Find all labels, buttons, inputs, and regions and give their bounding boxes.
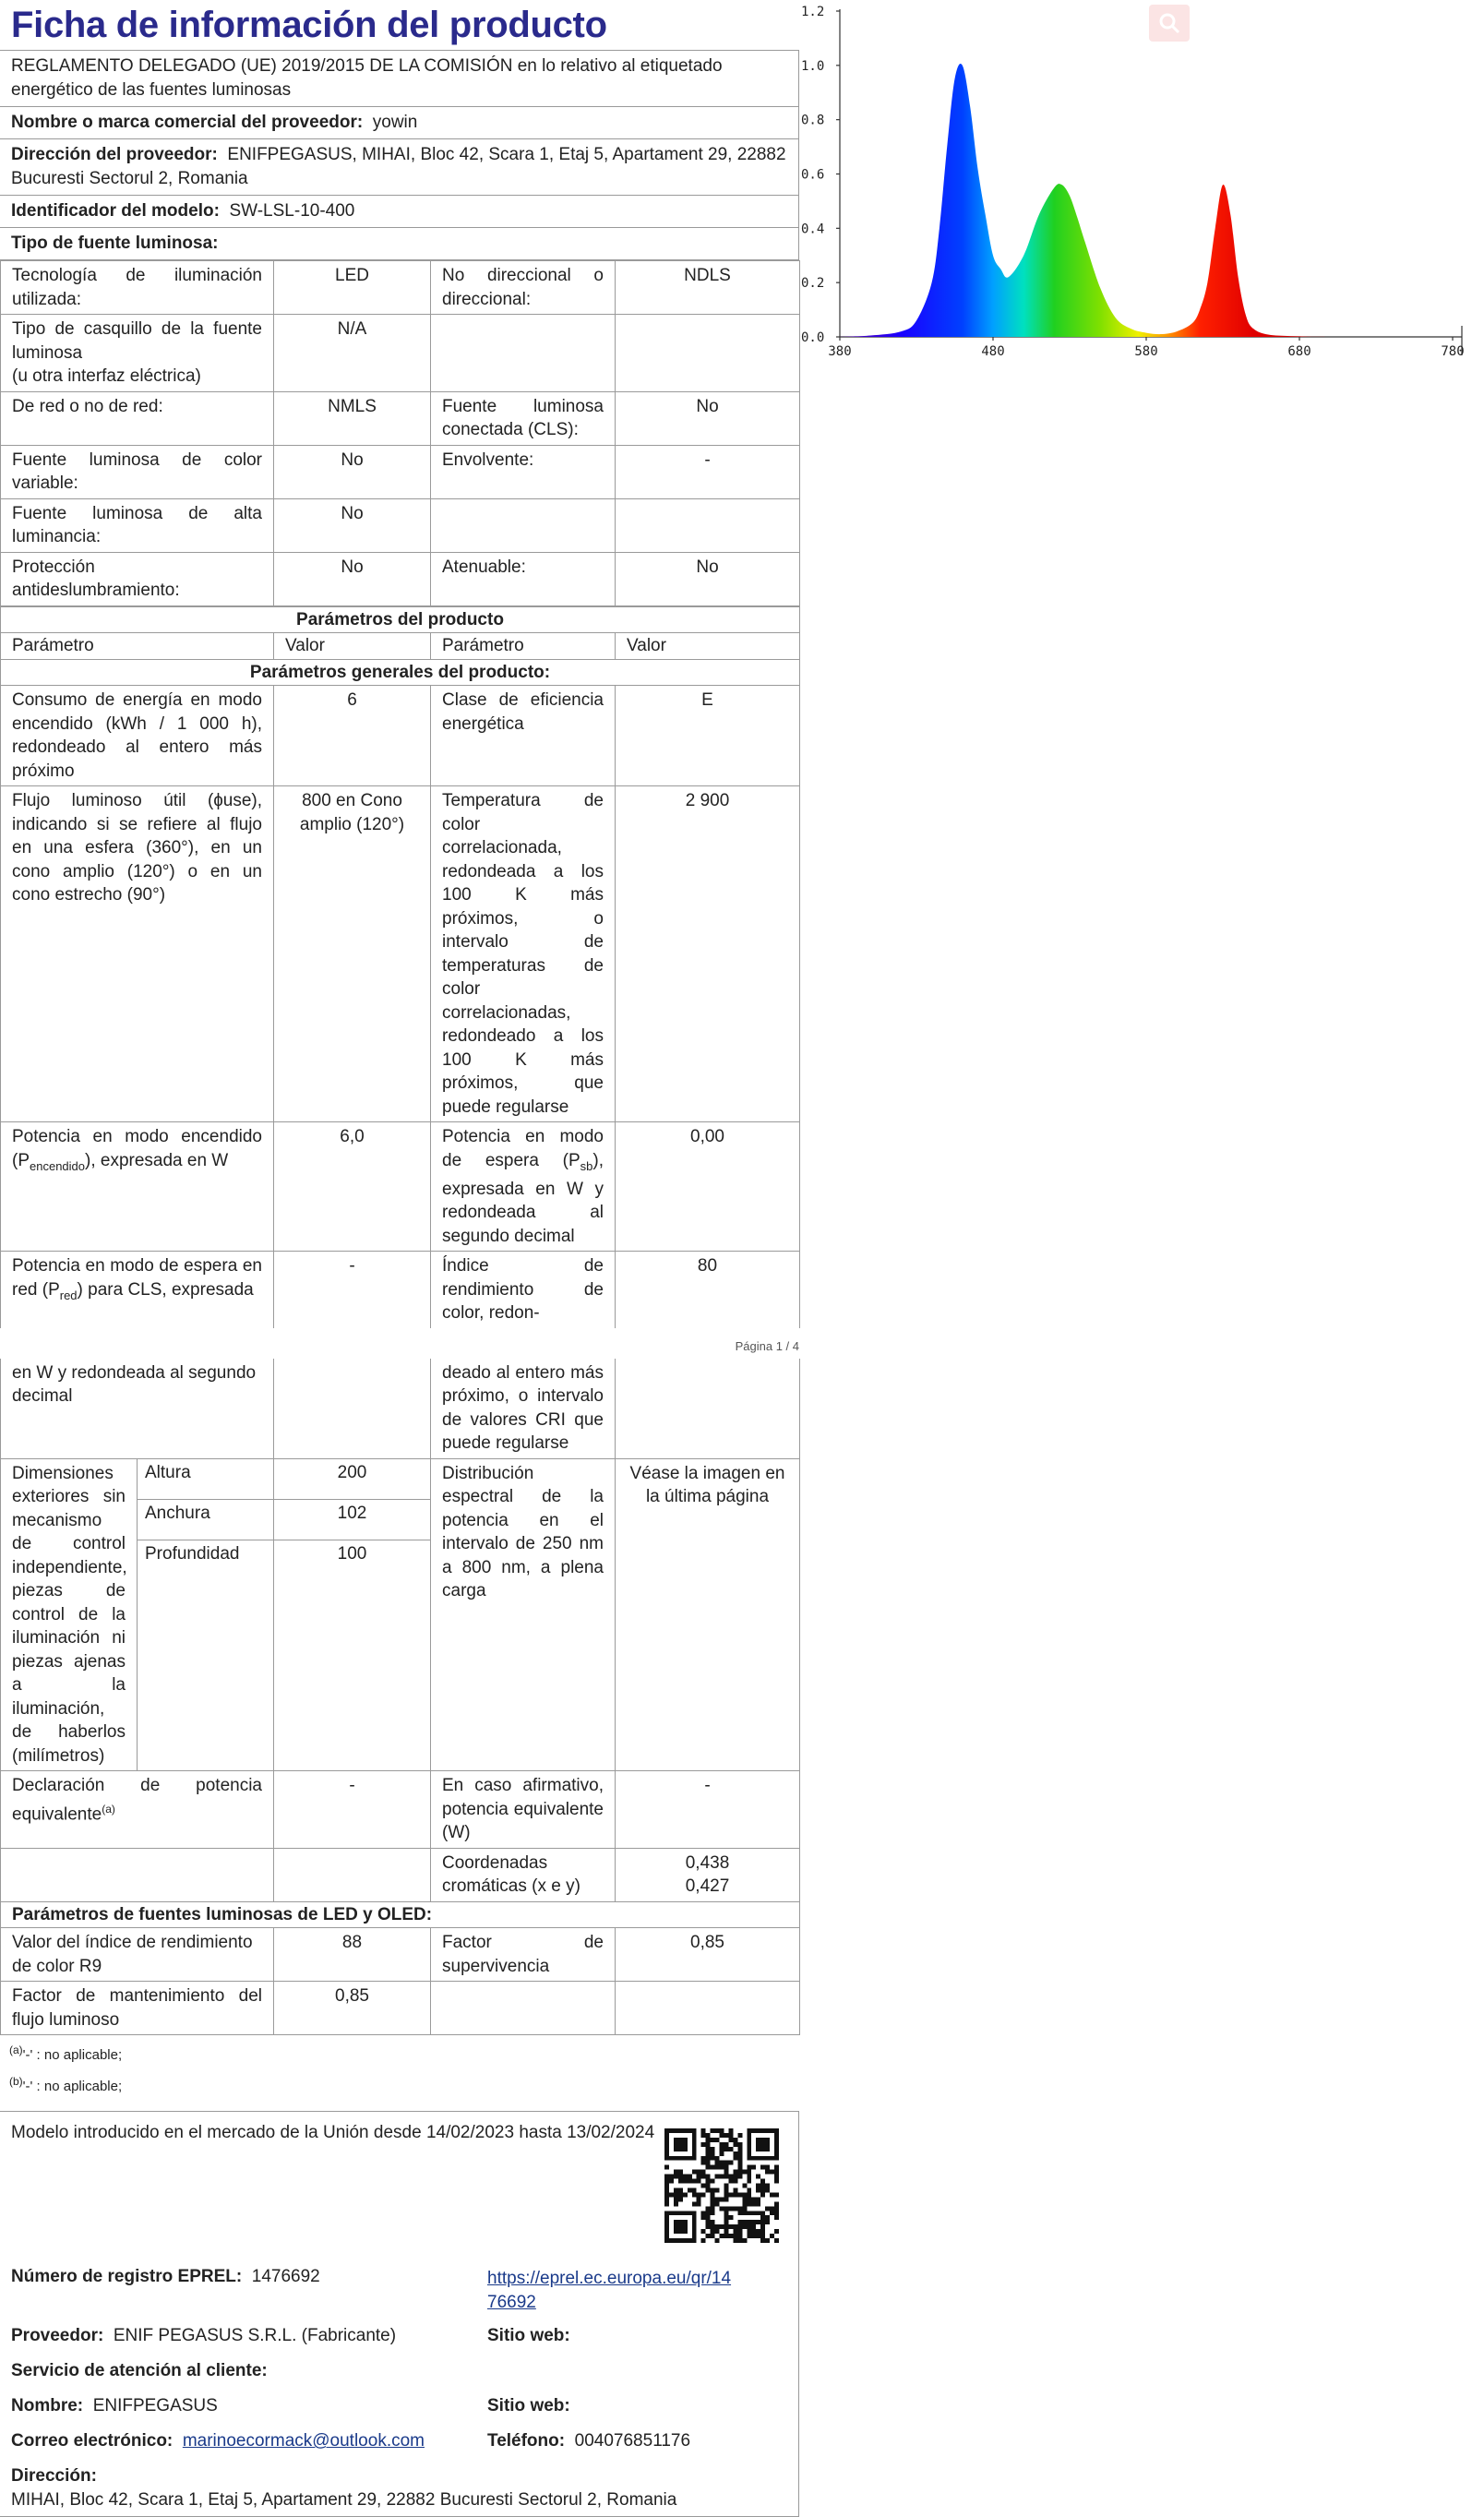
website-label: Sitio web: (487, 2326, 570, 2346)
address-label: Dirección: (11, 2466, 97, 2487)
regulation-text: REGLAMENTO DELEGADO (UE) 2019/2015 DE LA COMISIÓN en lo relativo al etiquetado energético de las fuentes luminosas (0, 51, 798, 107)
chromaticity-value (616, 1848, 800, 1901)
customer-service-label: Servicio de atención al cliente: (11, 2361, 268, 2381)
type-row (1, 261, 800, 315)
contact-name-row (11, 2396, 218, 2416)
y-tick-label: 0.6 (801, 167, 825, 183)
standby-power-value: 0,00 (616, 1122, 800, 1252)
supplier-address-label: Dirección del proveedor: (11, 145, 218, 164)
chroma-empty-2 (274, 1848, 431, 1901)
type-row-label-1-text: Tipo de casquillo de la fuente luminosa (12, 319, 262, 363)
cri-label-cont: deado al entero más próximo, o intervalo de valores CRI que puede regularse (431, 1359, 616, 1459)
contact-name-value: ENIFPEGASUS (92, 2396, 218, 2416)
standby-power-text-b: ), expresada en W y redondeada al segundo decimal (442, 1150, 604, 1246)
y-tick-label: 0.4 (801, 222, 825, 237)
maint-empty-1 (431, 1982, 616, 2035)
footnote-b-text: '-' : no aplicable; (22, 2079, 123, 2095)
supplier-address-value: ENIFPEGASUS, MIHAI, Bloc 42, Scara 1, Etaj 5, Apartament 29, 22882 Bucuresti Sectorul 2, Romania (11, 145, 786, 188)
type-row-value-2: NDLS (616, 261, 800, 315)
type-row-value-2: No (616, 552, 800, 605)
type-row-label-2: Atenuable: (431, 552, 616, 605)
eprel-link[interactable] (487, 2267, 731, 2315)
network-standby-label (1, 1252, 274, 1328)
supplier-name-row (0, 107, 798, 139)
y-tick-label: 0.0 (801, 330, 825, 345)
spectral-area (840, 64, 1453, 337)
depth-label: Profundidad (138, 1540, 274, 1771)
model-row (0, 196, 798, 228)
r9-value: 88 (274, 1928, 431, 1982)
type-row-value-2: - (616, 445, 800, 498)
type-row-label-1 (1, 445, 274, 498)
width-label: Anchura (138, 1500, 274, 1540)
on-mode-power-label (1, 1122, 274, 1252)
width-value: 102 (274, 1500, 431, 1540)
luminous-flux-label: Flujo luminoso útil (ɸuse), indicando si se refiere al flujo en una esfera (360°), en un cono amplio (120°) o en un cono estrecho (90°) (1, 786, 274, 1122)
phone-label: Teléfono: (487, 2431, 566, 2451)
supplier-name-value: yowin (372, 113, 418, 132)
product-params-header: Parámetros del producto (1, 606, 800, 633)
network-standby-label-cont: en W y redondeada al segundo decimal (1, 1359, 274, 1459)
footnotes (0, 2035, 799, 2100)
type-row-label-1 (1, 552, 274, 605)
model-label: Identificador del modelo: (11, 201, 220, 221)
lumen-maintenance-label: Factor de mantenimiento del flujo luminoso (1, 1982, 274, 2035)
r9-label: Valor del índice de rendimiento de color R9 (1, 1928, 274, 1982)
network-standby-text-b: ) para CLS, expresada (77, 1279, 254, 1300)
type-row-label-1-text: Protección antideslumbramiento: (12, 557, 180, 600)
cri-label: Índice de rendimiento de color, redon- (431, 1252, 616, 1328)
survival-factor-value: 0,85 (616, 1928, 800, 1982)
col-value-2: Valor (616, 633, 800, 660)
type-row-value-2 (616, 315, 800, 392)
y-tick-label: 1.2 (801, 5, 825, 19)
col-param-2: Parámetro (431, 633, 616, 660)
model-value: SW-LSL-10-400 (229, 201, 355, 221)
network-standby-text-a: Potencia en modo de espera en red (P (12, 1256, 262, 1300)
search-icon-graphic (1157, 11, 1181, 35)
equivalent-power-w-value: - (616, 1771, 800, 1849)
equivalent-power-text: Declaración de potencia equivalente (12, 1776, 262, 1825)
type-row-label-2 (431, 498, 616, 552)
type-row-label-1-sub: (u otra interfaz eléctrica) (12, 366, 201, 386)
equivalent-power-w-label: En caso afirmativo, potencia equivalente (W) (431, 1771, 616, 1849)
email-row (11, 2431, 425, 2451)
type-row (1, 498, 800, 552)
led-params-header: Parámetros de fuentes luminosas de LED y OLED: (1, 1901, 800, 1928)
type-row-label-2: Fuente luminosa conectada (CLS): (431, 391, 616, 445)
supplier-address-row (0, 139, 798, 196)
network-standby-value: - (274, 1252, 431, 1328)
params-table (0, 606, 800, 1328)
footnote-a (9, 2037, 790, 2068)
standby-power-label (431, 1122, 616, 1252)
eprel-link-part-1[interactable]: https://eprel.ec.europa.eu/qr/14 (487, 2269, 732, 2289)
type-row-label-2 (431, 315, 616, 392)
type-row-label-1-text: De red o no de red: (12, 396, 163, 416)
spectral-chart (799, 0, 1484, 369)
cct-value: 2 900 (616, 786, 800, 1122)
type-row (1, 391, 800, 445)
type-row-label-1 (1, 391, 274, 445)
equivalent-power-label (1, 1771, 274, 1849)
energy-consumption-value: 6 (274, 686, 431, 786)
chromaticity-label: Coordenadas cromáticas (x e y) (431, 1848, 616, 1901)
type-row-label-2: Envolvente: (431, 445, 616, 498)
type-row-label-1 (1, 498, 274, 552)
spectral-distribution-label: Distribución espectral de la potencia en el intervalo de 250 nm a 800 nm, a plena carga (431, 1458, 616, 1771)
survival-factor-label: Factor de supervivencia (431, 1928, 616, 1982)
provider-value: ENIF PEGASUS S.R.L. (Fabricante) (113, 2326, 397, 2346)
y-tick-label: 1.0 (801, 58, 825, 74)
page-title: Ficha de información del producto (11, 5, 607, 45)
cri-value-cont (616, 1359, 800, 1459)
chroma-empty-1 (1, 1848, 274, 1901)
x-tick-label: 380 (828, 344, 852, 359)
depth-value: 100 (274, 1540, 431, 1771)
type-row-value-1: No (274, 552, 431, 605)
light-source-type: Tipo de fuente luminosa: (11, 234, 219, 253)
type-row-value-1: No (274, 498, 431, 552)
energy-consumption-label: Consumo de energía en modo encendido (kWh / 1 000 h), redondeado al entero más próximo (1, 686, 274, 786)
height-value: 200 (274, 1458, 431, 1499)
type-row-label-1 (1, 315, 274, 392)
website-label-2: Sitio web: (487, 2396, 570, 2416)
footnote-b-sup: (b) (9, 2075, 23, 2089)
chart-ticks (801, 5, 1465, 359)
equivalent-power-note: (a) (102, 1802, 115, 1816)
phone-value: 004076851176 (574, 2431, 691, 2451)
eprel-link-part-2[interactable]: 76692 (487, 2293, 536, 2313)
phone-row (487, 2431, 690, 2451)
on-mode-power-text-b: ), expresada en W (85, 1150, 229, 1170)
contact-name-label: Nombre: (11, 2396, 84, 2416)
provider-row (11, 2326, 396, 2346)
type-row (1, 552, 800, 605)
standby-power-sub: sb (580, 1158, 593, 1173)
type-row-value-1: LED (274, 261, 431, 315)
type-row-label-1-text: Fuente luminosa de alta luminancia: (12, 503, 262, 546)
market-period: Modelo introducido en el mercado de la Unión desde 14/02/2023 hasta 13/02/2024 (11, 2123, 655, 2143)
x-tick-label: 580 (1134, 344, 1158, 359)
footnote-b (9, 2068, 790, 2100)
eprel-value: 1476692 (251, 2267, 320, 2287)
type-row (1, 315, 800, 392)
chromaticity-y: 0,427 (685, 1876, 730, 1897)
spectral-distribution-value: Véase la imagen en la última página (616, 1458, 800, 1771)
type-row-value-1: NMLS (274, 391, 431, 445)
network-standby-value-cont (274, 1359, 431, 1459)
footnote-a-sup: (a) (9, 2044, 23, 2057)
col-value-1: Valor (274, 633, 431, 660)
qr-code-graphic (664, 2128, 779, 2243)
email-label: Correo electrónico: (11, 2431, 174, 2451)
y-tick-label: 0.2 (801, 276, 825, 292)
network-standby-sub: red (59, 1288, 78, 1302)
qr-code-icon[interactable] (664, 2128, 779, 2243)
email-link[interactable]: marinoecormack@outlook.com (182, 2431, 425, 2451)
standby-power-text-a: Potencia en modo de espera (P (442, 1127, 604, 1170)
cri-value: 80 (616, 1252, 800, 1328)
footnote-a-text: '-' : no aplicable; (22, 2047, 123, 2064)
type-row (1, 445, 800, 498)
general-params-header: Parámetros generales del producto: (1, 659, 800, 686)
chromaticity-x: 0,438 (685, 1852, 730, 1873)
cct-label: Temperatura de color correlacionada, redondeada a los 100 K más próximos, o intervalo de temperaturas de color correlacionadas, redondeado a los 100 K más próximos, que puede regularse (431, 786, 616, 1122)
type-row-value-1: No (274, 445, 431, 498)
equivalent-power-value: - (274, 1771, 431, 1849)
col-param-1: Parámetro (1, 633, 274, 660)
x-tick-label: 780 (1441, 344, 1465, 359)
type-table (0, 260, 800, 606)
search-icon[interactable] (1149, 5, 1190, 42)
provider-label: Proveedor: (11, 2326, 104, 2346)
x-tick-label: 480 (981, 344, 1005, 359)
eprel-label: Número de registro EPREL: (11, 2267, 243, 2287)
eprel-row (11, 2267, 320, 2287)
type-row-value-2 (616, 498, 800, 552)
on-mode-power-text-a: Potencia en modo encendido (P (12, 1127, 262, 1170)
lumen-maintenance-value: 0,85 (274, 1982, 431, 2035)
registration-box (0, 2111, 799, 2517)
header-box (0, 50, 799, 260)
efficiency-class-value: E (616, 686, 800, 786)
address-value: MIHAI, Bloc 42, Scara 1, Etaj 5, Apartament 29, 22882 Bucuresti Sectorul 2, Romania (11, 2490, 677, 2511)
on-mode-power-sub: encendido (30, 1158, 85, 1173)
type-row-label-1 (1, 261, 274, 315)
type-row-value-2: No (616, 391, 800, 445)
efficiency-class-label: Clase de eficiencia energética (431, 686, 616, 786)
type-row-label-1-text: Tecnología de iluminación utilizada: (12, 266, 262, 309)
supplier-name-label: Nombre o marca comercial del proveedor: (11, 113, 364, 132)
params-table-continued (0, 1359, 800, 2036)
type-row-label-2: No direccional o direccional: (431, 261, 616, 315)
luminous-flux-value: 800 en Cono amplio (120°) (274, 786, 431, 1122)
x-tick-label: 680 (1287, 344, 1311, 359)
height-label: Altura (138, 1458, 274, 1499)
y-tick-label: 0.8 (801, 113, 825, 128)
type-row-label-1-text: Fuente luminosa de color variable: (12, 449, 262, 493)
page-number: Página 1 / 4 (735, 1338, 799, 1353)
maint-empty-2 (616, 1982, 800, 2035)
type-row-value-1: N/A (274, 315, 431, 392)
on-mode-power-value: 6,0 (274, 1122, 431, 1252)
dimensions-label: Dimensiones exteriores sin mecanismo de control independiente, piezas de control de la iluminación ni piezas ajenas a la iluminación, de haberlos (milímetros) (1, 1458, 138, 1771)
